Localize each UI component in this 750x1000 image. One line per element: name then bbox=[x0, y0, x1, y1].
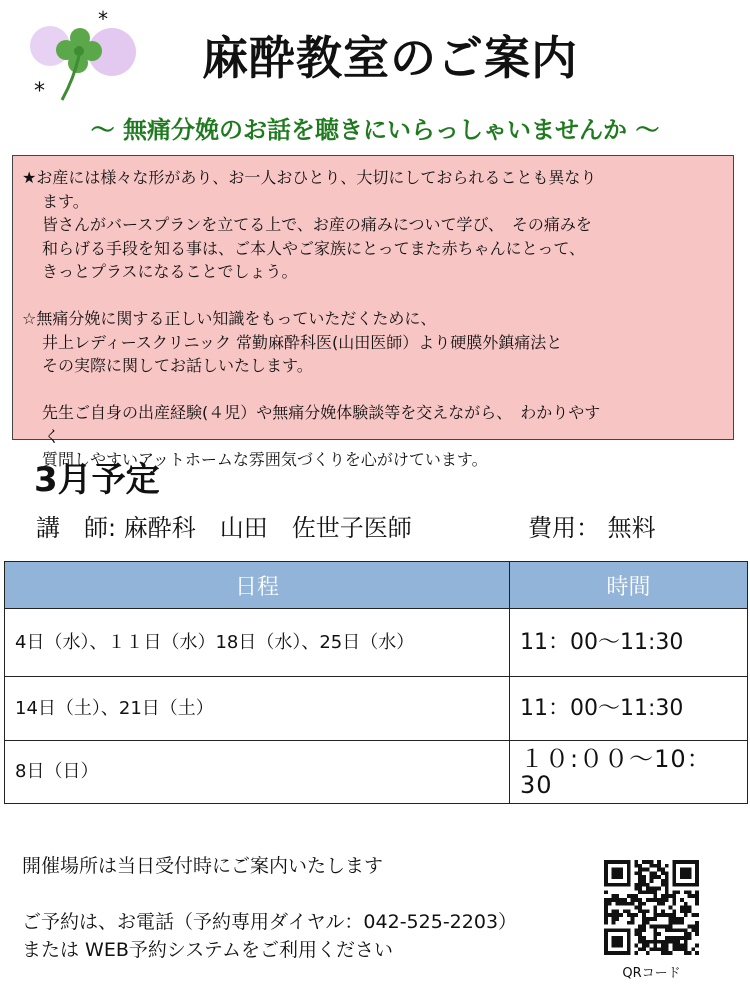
schedule-time: 11：00〜11:30 bbox=[510, 609, 748, 677]
venue-note: 開催場所は当日受付時にご案内いたします bbox=[22, 855, 384, 877]
svg-text:*: * bbox=[98, 8, 108, 31]
intro-line: ます。 bbox=[42, 191, 89, 211]
schedule-table bbox=[4, 561, 748, 804]
schedule-time: 11：00〜11:30 bbox=[510, 677, 748, 741]
reservation-web: または WEB予約システムをご利用ください bbox=[22, 939, 393, 961]
schedule-dates: 14日（土）、21日（土） bbox=[5, 677, 510, 741]
table-header-row bbox=[5, 562, 748, 609]
intro-line: 和らげる手段を知る事は、ご本人やご家族にとってまた赤ちゃんにとって、 bbox=[42, 238, 586, 258]
intro-line: ☆無痛分娩に関する正しい知識をもっていただくために、 bbox=[22, 309, 437, 328]
schedule-time: １０:００～10：30 bbox=[510, 741, 748, 804]
page-subtitle: ～ 無痛分娩のお話を聴きにいらっしゃいませんか ～ bbox=[90, 116, 660, 144]
qr-code-icon[interactable] bbox=[604, 860, 699, 955]
intro-text bbox=[22, 166, 734, 472]
reservation-phone: ご予約は、お電話（予約専用ダイヤル：042-525-2203） bbox=[22, 911, 518, 933]
table-row bbox=[5, 609, 748, 677]
intro-line: ★お産には様々な形があり、お一人おひとり、大切にしておられることも異なり bbox=[22, 168, 597, 187]
fee-label: 費用： 無料 bbox=[528, 514, 656, 542]
footer-info bbox=[22, 852, 582, 964]
schedule-heading: 3月予定 bbox=[34, 460, 160, 500]
intro-line: きっとプラスになることでしょう。 bbox=[42, 262, 298, 281]
intro-line: 質問しやすいアットホームな雰囲気づくりを心がけています。 bbox=[42, 450, 488, 469]
column-header-dates: 日程 bbox=[5, 562, 510, 609]
clover-flower-decoration-icon bbox=[22, 8, 142, 108]
table-row bbox=[5, 677, 748, 741]
page-title: 麻酔教室のご案内 bbox=[202, 31, 578, 85]
intro-line: 先生ご自身の出産経験(４児）や無痛分娩体験談等を交えながら、 わかりやす bbox=[42, 403, 601, 422]
table-row bbox=[5, 741, 748, 804]
svg-text:*: * bbox=[34, 79, 45, 104]
intro-line: く bbox=[44, 426, 61, 446]
schedule-dates: 4日（水）、１１日（水）18日（水）、25日（水） bbox=[5, 609, 510, 677]
intro-line: その実際に関してお話しいたします。 bbox=[42, 356, 313, 375]
intro-line: 井上レディースクリニック 常勤麻酔科医(山田医師）より硬膜外鎮痛法と bbox=[42, 332, 563, 352]
schedule-dates: 8日（日） bbox=[5, 741, 510, 804]
lecturer-label: 講 師: 麻酔科 山田 佐世子医師 bbox=[36, 514, 412, 542]
column-header-time: 時間 bbox=[510, 562, 748, 609]
lecturer-row bbox=[36, 510, 736, 546]
intro-line: 皆さんがバースプランを立てる上で、お産の痛みについて学び、 その痛みを bbox=[42, 215, 592, 234]
qr-code-label: QRコード bbox=[622, 966, 681, 981]
